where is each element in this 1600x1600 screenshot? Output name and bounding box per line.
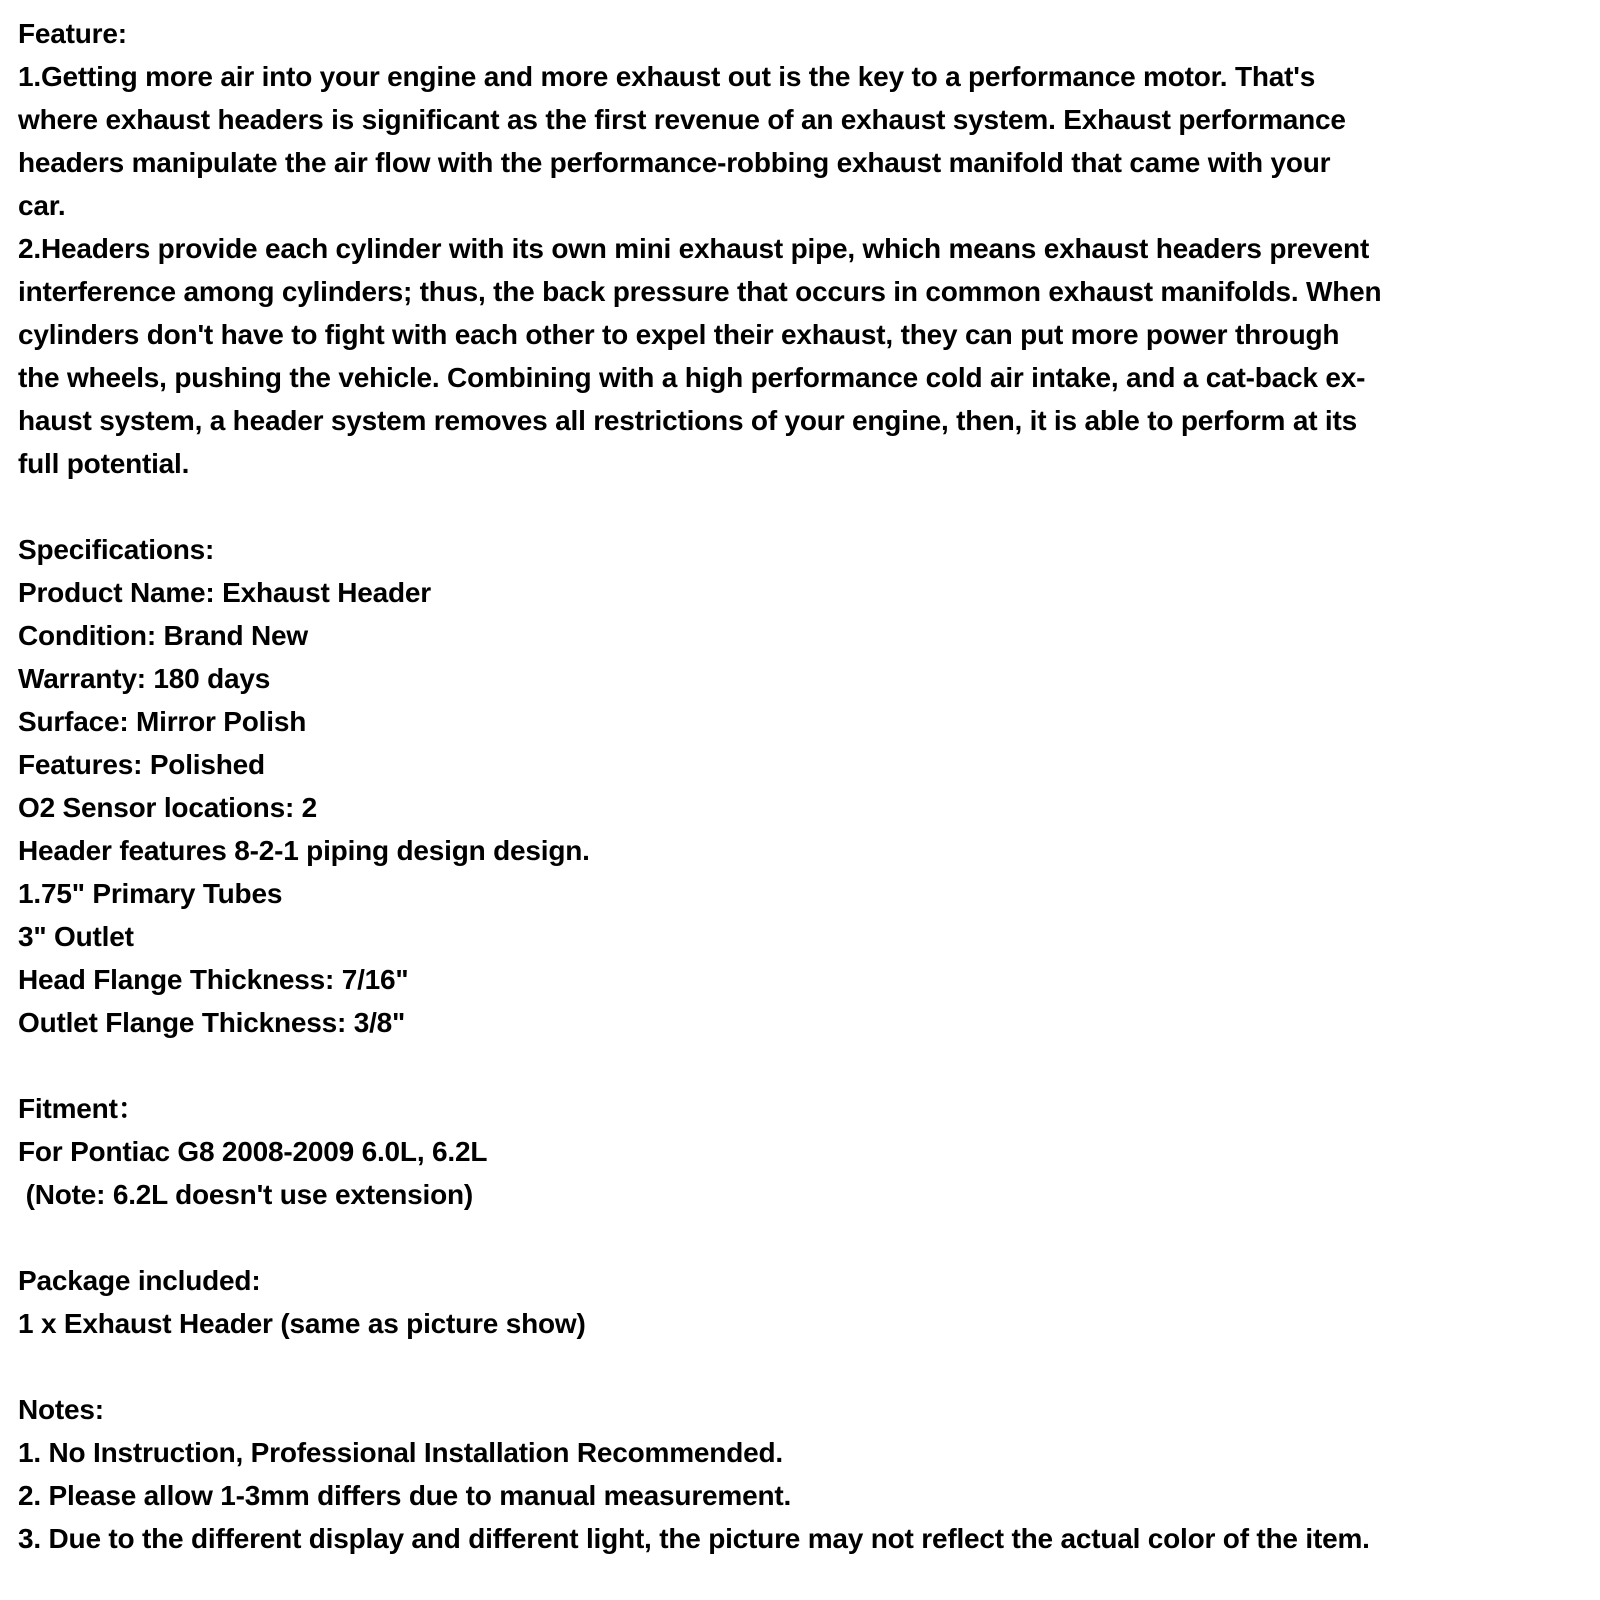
text-line: headers manipulate the air flow with the performance-robbing exhaust manifold that came with your xyxy=(18,147,1331,178)
spec-surface: Surface: Mirror Polish xyxy=(18,706,307,737)
text-line: interference among cylinders; thus, the back pressure that occurs in common exhaust manifolds. When xyxy=(18,276,1382,307)
spec-condition: Condition: Brand New xyxy=(18,620,308,651)
blank-line xyxy=(18,485,1586,528)
text-line: car. xyxy=(18,190,66,221)
fitment-heading: Fitment： xyxy=(18,1093,146,1124)
spec-outlet: 3" Outlet xyxy=(18,921,134,952)
spec-product-name: Product Name: Exhaust Header xyxy=(18,577,431,608)
note-3: 3. Due to the different display and different light, the picture may not reflect the actual color of the item. xyxy=(18,1523,1370,1554)
spec-head-flange: Head Flange Thickness: 7/16" xyxy=(18,964,409,995)
blank-line xyxy=(18,1216,1586,1259)
blank-line xyxy=(18,1044,1586,1087)
text-line: cylinders don't have to fight with each other to expel their exhaust, they can put more power through xyxy=(18,319,1340,350)
package-heading: Package included: xyxy=(18,1265,261,1296)
feature-heading: Feature: xyxy=(18,18,127,49)
note-1: 1. No Instruction, Professional Installation Recommended. xyxy=(18,1437,783,1468)
spec-piping-design: Header features 8-2-1 piping design design. xyxy=(18,835,590,866)
spec-warranty: Warranty: 180 days xyxy=(18,663,271,694)
spec-features: Features: Polished xyxy=(18,749,265,780)
spec-o2-sensor: O2 Sensor locations: 2 xyxy=(18,792,318,823)
text-line: where exhaust headers is significant as the first revenue of an exhaust system. Exhaust performance xyxy=(18,104,1346,135)
spec-primary-tubes: 1.75" Primary Tubes xyxy=(18,878,283,909)
text-line: haust system, a header system removes all restrictions of your engine, then, it is able to perform at its xyxy=(18,405,1357,436)
notes-heading: Notes: xyxy=(18,1394,104,1425)
text-line: full potential. xyxy=(18,448,190,479)
fitment-vehicle: For Pontiac G8 2008-2009 6.0L, 6.2L xyxy=(18,1136,488,1167)
text-line: 1.Getting more air into your engine and more exhaust out is the key to a performance motor. That's xyxy=(18,61,1316,92)
text-line: the wheels, pushing the vehicle. Combining with a high performance cold air intake, and a cat-back ex- xyxy=(18,362,1366,393)
package-item: 1 x Exhaust Header (same as picture show) xyxy=(18,1308,586,1339)
note-2: 2. Please allow 1-3mm differs due to manual measurement. xyxy=(18,1480,792,1511)
fitment-note: (Note: 6.2L doesn't use extension) xyxy=(18,1179,474,1210)
specifications-heading: Specifications: xyxy=(18,534,215,565)
spec-outlet-flange: Outlet Flange Thickness: 3/8" xyxy=(18,1007,406,1038)
blank-line xyxy=(18,1345,1586,1388)
text-line: 2.Headers provide each cylinder with its own mini exhaust pipe, which means exhaust headers prevent xyxy=(18,233,1370,264)
